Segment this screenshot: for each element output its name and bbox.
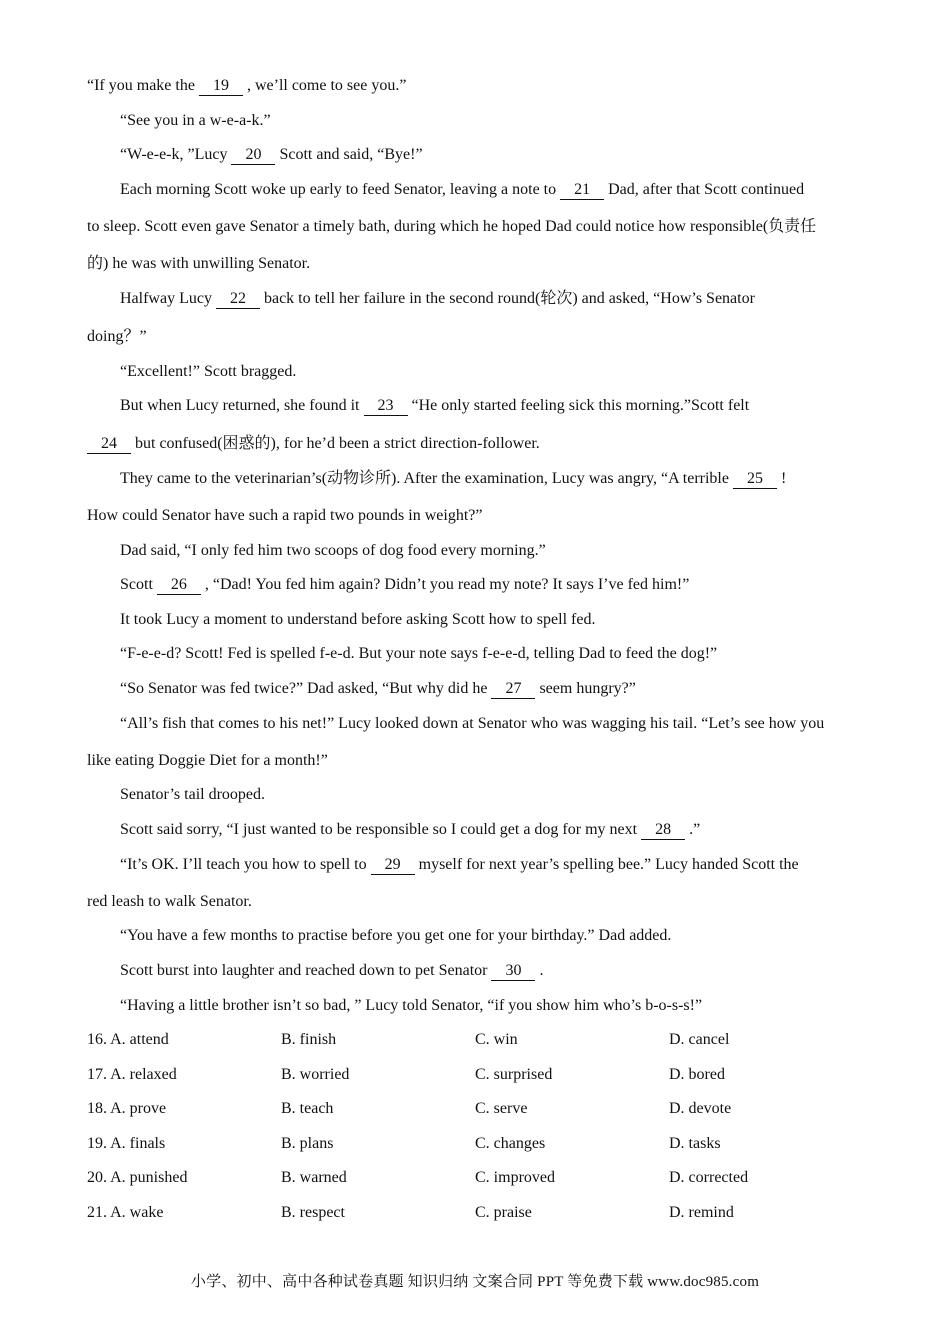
option-a: 20. A. punished bbox=[87, 1169, 188, 1186]
blank-24: 24 bbox=[87, 435, 131, 454]
passage-line: “Excellent!” Scott bragged. bbox=[120, 363, 297, 380]
page-footer: 小学、初中、高中各种试卷真题 知识归纳 文案合同 PPT 等免费下载 www.doc985.com bbox=[190, 1274, 760, 1290]
passage-line: They came to the veterinarian’s(动物诊所). After the examination, Lucy was angry, “A terrible 25 ! bbox=[120, 470, 787, 487]
blank-19: 19 bbox=[199, 77, 243, 96]
option-d: D. cancel bbox=[669, 1031, 730, 1048]
blank-26: 26 bbox=[157, 576, 201, 595]
blank-21: 21 bbox=[560, 181, 604, 200]
passage-line: It took Lucy a moment to understand before asking Scott how to spell fed. bbox=[120, 611, 596, 628]
passage-line: to sleep. Scott even gave Senator a timely bath, during which he hoped Dad could notice how responsible(负责任 bbox=[87, 218, 817, 235]
passage-line: Scott said sorry, “I just wanted to be responsible so I could get a dog for my next 28 .” bbox=[120, 821, 701, 838]
option-b: B. teach bbox=[281, 1100, 334, 1117]
passage-line: 24 but confused(困惑的), for he’d been a strict direction-follower. bbox=[87, 434, 540, 454]
passage-line: doing？” bbox=[87, 328, 147, 345]
option-b: B. warned bbox=[281, 1169, 347, 1186]
passage-line: “It’s OK. I’ll teach you how to spell to 29 myself for next year’s spelling bee.” Lucy handed Scott the bbox=[120, 856, 799, 873]
passage-line: “See you in a w-e-a-k.” bbox=[120, 112, 271, 129]
option-d: D. corrected bbox=[669, 1169, 749, 1186]
passage-line: Dad said, “I only fed him two scoops of dog food every morning.” bbox=[120, 542, 546, 559]
option-c: C. changes bbox=[475, 1135, 546, 1152]
passage-line: 的) he was with unwilling Senator. bbox=[87, 255, 311, 272]
passage-line: “So Senator was fed twice?” Dad asked, “But why did he 27 seem hungry?” bbox=[120, 680, 636, 697]
blank-20: 20 bbox=[231, 146, 275, 165]
passage-line: “F-e-e-d? Scott! Fed is spelled f-e-d. But your note says f-e-e-d, telling Dad to feed the dog!” bbox=[120, 645, 718, 662]
option-b: B. finish bbox=[281, 1031, 337, 1048]
option-d: D. devote bbox=[669, 1100, 732, 1117]
passage-line: Halfway Lucy 22 back to tell her failure in the second round(轮次) and asked, “How’s Senator bbox=[120, 290, 755, 307]
passage-line: Scott burst into laughter and reached down to pet Senator 30 . bbox=[120, 962, 544, 979]
option-c: C. surprised bbox=[475, 1066, 553, 1083]
blank-25: 25 bbox=[733, 470, 777, 489]
blank-28: 28 bbox=[641, 821, 685, 840]
passage-line: “If you make the 19 , we’ll come to see you.” bbox=[87, 77, 407, 94]
passage-line: “All’s fish that comes to his net!” Lucy looked down at Senator who was wagging his tail. “Let’s see how you bbox=[120, 715, 825, 732]
option-b: B. respect bbox=[281, 1204, 345, 1221]
option-a: 16. A. attend bbox=[87, 1031, 169, 1048]
passage-line: But when Lucy returned, she found it 23 “He only started feeling sick this morning.”Scott felt bbox=[120, 397, 750, 414]
option-a: 19. A. finals bbox=[87, 1135, 166, 1152]
option-a: 17. A. relaxed bbox=[87, 1066, 177, 1083]
option-a: 21. A. wake bbox=[87, 1204, 164, 1221]
blank-22: 22 bbox=[216, 290, 260, 309]
option-b: B. plans bbox=[281, 1135, 334, 1152]
option-b: B. worried bbox=[281, 1066, 350, 1083]
option-d: D. tasks bbox=[669, 1135, 721, 1152]
option-c: C. win bbox=[475, 1031, 518, 1048]
blank-27: 27 bbox=[491, 680, 535, 699]
blank-23: 23 bbox=[364, 397, 408, 416]
blank-29: 29 bbox=[371, 856, 415, 875]
passage-line: red leash to walk Senator. bbox=[87, 893, 252, 910]
blank-30: 30 bbox=[491, 962, 535, 981]
passage-line: Senator’s tail drooped. bbox=[120, 786, 266, 803]
passage-line: Scott 26 , “Dad! You fed him again? Didn’t you read my note? It says I’ve fed him!” bbox=[120, 576, 690, 593]
passage-line: Each morning Scott woke up early to feed Senator, leaving a note to 21 Dad, after that Scott continued bbox=[120, 181, 805, 198]
option-d: D. bored bbox=[669, 1066, 725, 1083]
passage-line: “You have a few months to practise before you get one for your birthday.” Dad added. bbox=[120, 927, 672, 944]
passage-line: “W-e-e-k, ”Lucy 20 Scott and said, “Bye!” bbox=[120, 146, 423, 163]
option-c: C. improved bbox=[475, 1169, 555, 1186]
passage-line: like eating Doggie Diet for a month!” bbox=[87, 752, 328, 769]
passage-line: How could Senator have such a rapid two pounds in weight?” bbox=[87, 507, 483, 524]
passage-line: “Having a little brother isn’t so bad, ” Lucy told Senator, “if you show him who’s b-o-s-s!” bbox=[120, 997, 703, 1014]
option-c: C. serve bbox=[475, 1100, 528, 1117]
option-a: 18. A. prove bbox=[87, 1100, 167, 1117]
option-d: D. remind bbox=[669, 1204, 734, 1221]
option-c: C. praise bbox=[475, 1204, 532, 1221]
